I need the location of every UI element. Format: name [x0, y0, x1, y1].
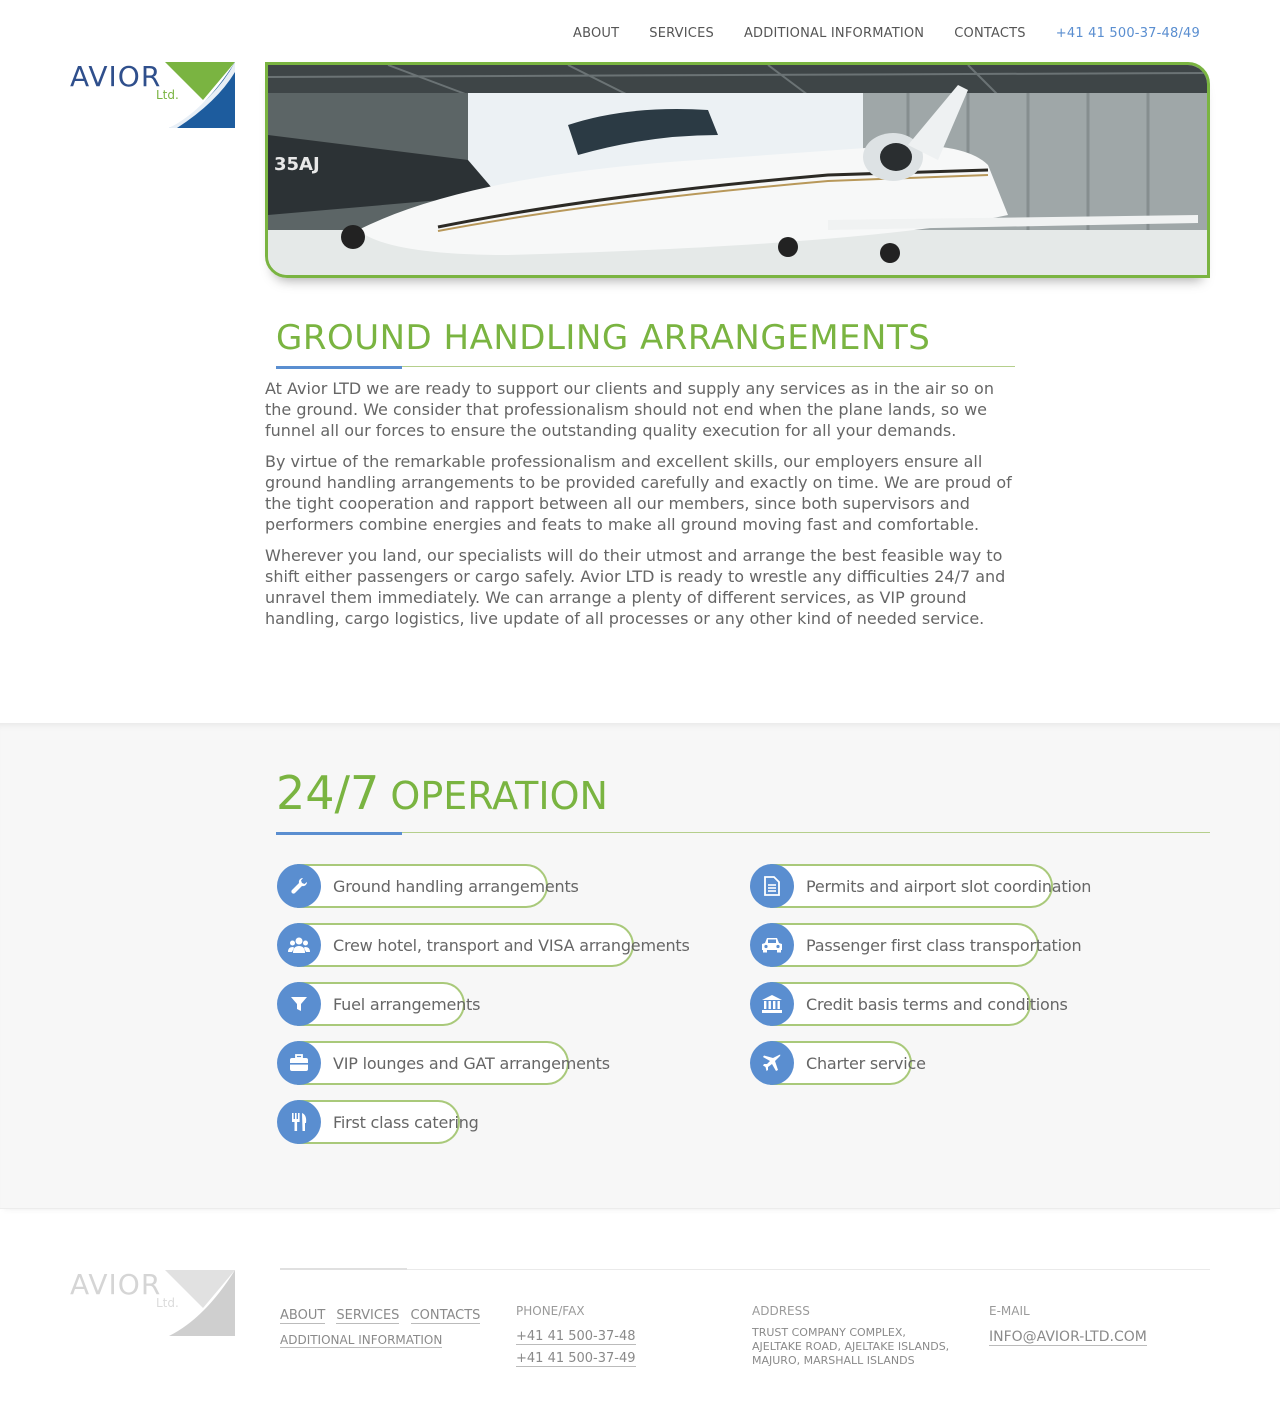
nav-additional-information[interactable]: ADDITIONAL INFORMATION	[743, 26, 925, 41]
operation-divider	[276, 832, 1210, 833]
footer-email-link[interactable]: INFO@AVIOR-LTD.COM	[989, 1329, 1147, 1345]
service-label: Charter service	[806, 1053, 926, 1073]
service-label: VIP lounges and GAT arrangements	[333, 1053, 610, 1073]
footer-address-line: TRUST COMPANY COMPLEX,	[752, 1326, 906, 1339]
logo-suffix: Ltd.	[156, 88, 179, 102]
footer-address-line: MAJURO, MARSHALL ISLANDS	[752, 1354, 915, 1367]
footer-divider-accent	[280, 1268, 407, 1270]
service-item[interactable]	[277, 1100, 493, 1144]
footer-divider	[280, 1269, 1210, 1270]
service-label: Ground handling arrangements	[333, 876, 579, 896]
main-content	[265, 378, 1025, 639]
service-label: Passenger first class transportation	[806, 935, 1082, 955]
footer-phone-link[interactable]: +41 41 500-37-48	[516, 1329, 636, 1344]
footer-email-column	[989, 1304, 1147, 1345]
paragraph: Wherever you land, our specialists will do their utmost and arrange the best feasible way to shift either passengers or cargo safely. Avior LTD is ready to wrestle any difficulties 24/7 and unravel them immediately. We can arrange a plenty of different services, as VIP ground handling, cargo logistics, live update of all processes or any other kind of needed service.	[265, 546, 1006, 628]
footer-phone-column	[516, 1304, 636, 1370]
footer-phone-heading: PHONE/FAX	[516, 1304, 585, 1318]
service-item[interactable]	[750, 1041, 940, 1085]
hero-banner	[265, 62, 1210, 278]
wrench-icon	[289, 876, 309, 896]
service-item[interactable]	[750, 923, 1095, 967]
title-divider-accent	[276, 366, 402, 369]
service-item[interactable]	[277, 864, 593, 908]
bank-icon	[761, 994, 783, 1014]
nav-about[interactable]: ABOUT	[573, 26, 620, 41]
paragraph: At Avior LTD we are ready to support our clients and supply any services as in the air so on the ground. We consider that professionalism should not end when the plane lands, so we funnel all our forces to ensure the outstanding quality execution for all your demands.	[265, 379, 994, 440]
footer-email-heading: E-MAIL	[989, 1304, 1030, 1318]
service-item[interactable]	[277, 1041, 624, 1085]
footer-logo-wordmark: AVIOR	[70, 1268, 162, 1301]
logo[interactable]	[70, 60, 240, 134]
paragraph: By virtue of the remarkable professionalism and excellent skills, our employers ensure all ground handling arrangements to be provided carefully and exactly on time. We are proud of the tight cooperation and rapport between all our members, since both supervisors and performers combine energies and feats to make all ground moving fast and comfortable.	[265, 452, 1012, 534]
top-navigation	[573, 26, 1200, 41]
nav-services[interactable]: SERVICES	[649, 26, 714, 41]
footer-logo-swoosh-icon	[165, 1268, 237, 1340]
operation-divider-accent	[276, 832, 402, 835]
footer-navigation	[280, 1304, 490, 1349]
service-label: First class catering	[333, 1112, 479, 1132]
operation-title-number: 24/7	[276, 766, 380, 820]
service-item[interactable]	[750, 864, 1105, 908]
service-label: Credit basis terms and conditions	[806, 994, 1068, 1014]
footer-address-column	[752, 1304, 949, 1368]
nav-contacts[interactable]: CONTACTS	[954, 26, 1026, 41]
footer-nav-about[interactable]: ABOUT	[280, 1308, 326, 1323]
page-title: GROUND HANDLING ARRANGEMENTS	[276, 318, 931, 358]
footer-logo-suffix: Ltd.	[156, 1296, 179, 1310]
footer-nav-additional-information[interactable]: ADDITIONAL INFORMATION	[280, 1333, 443, 1347]
document-icon	[764, 876, 780, 896]
footer-address-line: AJELTAKE ROAD, AJELTAKE ISLANDS,	[752, 1340, 950, 1353]
plane-icon	[762, 1053, 782, 1073]
logo-wordmark: AVIOR	[70, 60, 162, 93]
hero-jet-image	[268, 65, 1207, 275]
operation-title	[276, 766, 608, 820]
operation-title-word: OPERATION	[390, 774, 608, 818]
footer-address-heading: ADDRESS	[752, 1304, 810, 1318]
service-label: Crew hotel, transport and VISA arrangements	[333, 935, 690, 955]
funnel-icon	[290, 995, 308, 1013]
logo-swoosh-icon	[165, 60, 237, 132]
operation-section	[0, 723, 1280, 1209]
footer-fax-link[interactable]: +41 41 500-37-49	[516, 1351, 636, 1366]
cutlery-icon	[290, 1112, 308, 1132]
briefcase-icon	[289, 1054, 309, 1072]
footer-nav-services[interactable]: SERVICES	[336, 1308, 400, 1323]
footer-logo[interactable]	[70, 1268, 240, 1342]
service-label: Permits and airport slot coordination	[806, 876, 1092, 896]
nav-phone[interactable]: +41 41 500-37-48/49	[1055, 26, 1200, 41]
service-item[interactable]	[277, 923, 704, 967]
car-icon	[761, 937, 783, 953]
footer-nav-contacts[interactable]: CONTACTS	[410, 1308, 481, 1323]
users-icon	[288, 935, 310, 955]
service-label: Fuel arrangements	[333, 994, 481, 1014]
service-item[interactable]	[750, 982, 1082, 1026]
service-item[interactable]	[277, 982, 494, 1026]
svg-text:35AJ: 35AJ	[274, 154, 320, 175]
